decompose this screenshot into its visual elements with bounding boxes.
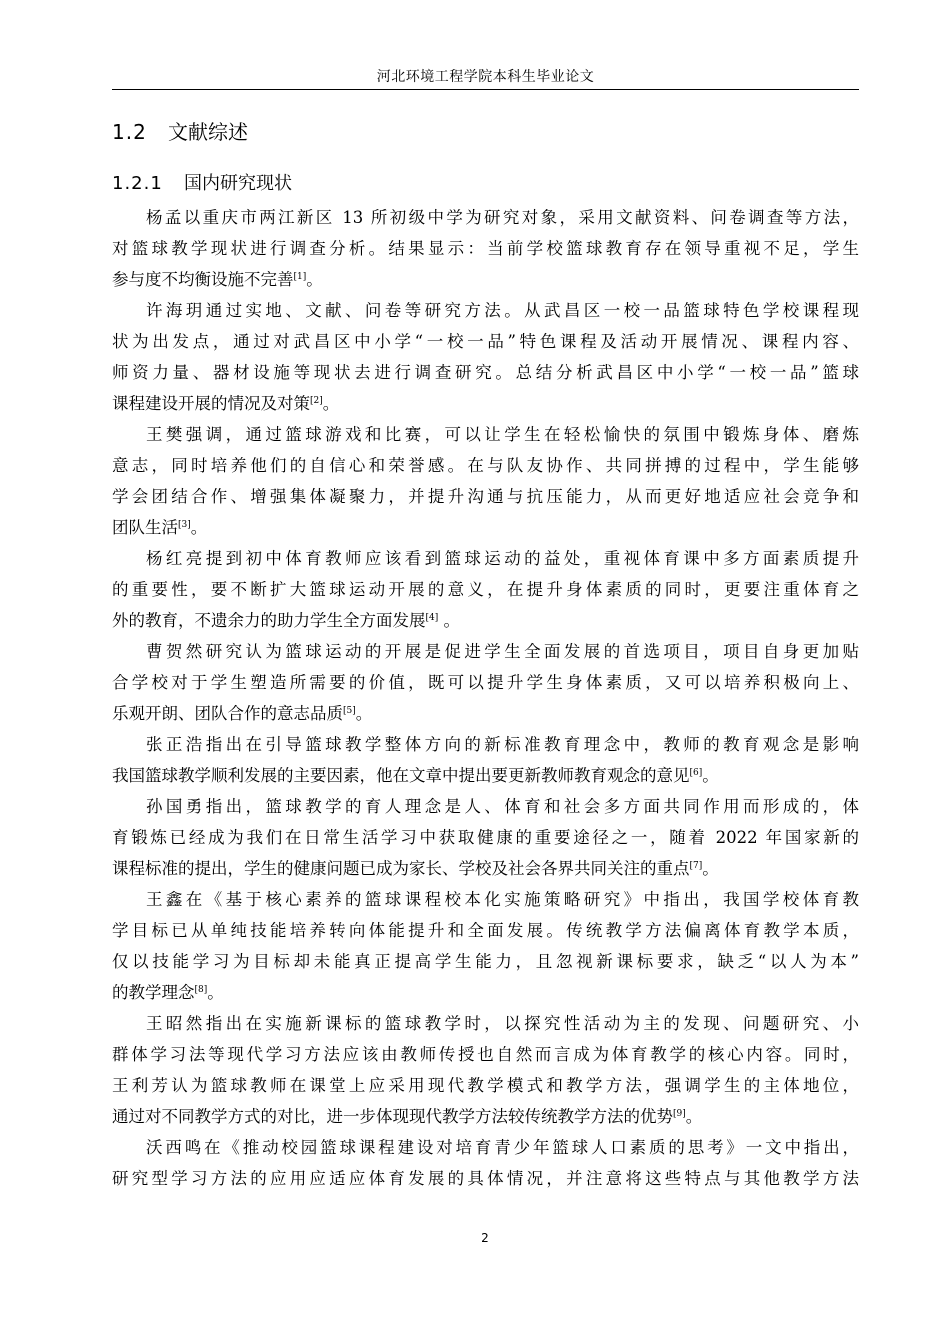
body-paragraph [112,636,859,729]
line-text: 状为出发点，通过对武昌区中小学“一校一品”特色课程及活动开展情况、课程内容、 [112,332,859,351]
line-tail: 。 [322,394,340,413]
line-text: 对篮球教学现状进行调查分析。结果显示：当前学校篮球教育存在领导重视不足，学生 [112,239,859,258]
text-line [112,326,859,357]
text-line [112,853,859,884]
text-line [112,357,859,388]
line-text: 的教学理念 [112,983,195,1002]
line-text: 王昭然指出在实施新课标的篮球教学时，以探究性活动为主的发现、问题研究、小 [146,1014,859,1033]
text-line [112,512,859,543]
citation-reference: [7] [689,861,703,871]
line-text: 的重要性，要不断扩大篮球运动开展的意义，在提升身体素质的同时，更要注重体育之 [112,580,859,599]
body-paragraph [112,295,859,419]
citation-reference: [8] [194,985,208,995]
line-tail: 。 [190,518,208,537]
line-text: 参与度不均衡设施不完善 [112,270,294,289]
text-line [112,1039,859,1070]
body-paragraph [112,419,859,543]
line-text: 我国篮球教学顺利发展的主要因素，他在文章中提出要更新教师教育观念的意见 [112,766,690,785]
citation-reference: [1] [293,272,307,282]
line-tail: 。 [702,766,719,785]
citation-reference: [9] [673,1109,686,1119]
section-title: 文献综述 [168,120,248,144]
line-tail: 。 [702,859,719,878]
text-line [112,791,859,822]
subsection-heading [112,166,859,202]
citation-reference: [3] [178,520,191,530]
document-body [112,112,859,1194]
citation-reference: [5] [343,706,356,716]
body-paragraph [112,1132,859,1194]
text-line [112,419,859,450]
line-text: 曹贺然研究认为篮球运动的开展是促进学生全面发展的首选项目，项目自身更加贴 [146,642,859,661]
line-text: 意志，同时培养他们的自信心和荣誉感。在与队友协作、共同拼搏的过程中，学生能够 [112,456,859,475]
line-text: 王樊强调，通过篮球游戏和比赛，可以让学生在轻松愉快的氛围中锻炼身体、磨炼 [146,425,859,444]
body-paragraph [112,202,859,295]
text-line [112,1008,859,1039]
line-tail: 。 [207,983,224,1002]
line-text: 王鑫在《基于核心素养的篮球课程校本化实施策略研究》中指出，我国学校体育教 [146,890,859,909]
line-tail: 。 [438,611,460,630]
text-line [112,1163,859,1194]
line-text: 研究型学习方法的应用应适应体育发展的具体情况，并注意将这些特点与其他教学方法 [112,1169,859,1188]
text-line [112,264,859,295]
line-text: 学目标已从单纯技能培养转向体能提升和全面发展。传统教学方法偏离体育教学本质， [112,921,859,940]
line-text: 课程建设开展的情况及对策 [112,394,310,413]
body-paragraph [112,791,859,884]
text-line [112,884,859,915]
line-text: 育锻炼已经成为我们在日常生活学习中获取健康的重要途径之一，随着 2022 年国家新的 [112,828,859,847]
page-number: 2 [481,1231,489,1245]
section-heading [112,112,859,152]
text-line [112,667,859,698]
line-text: 团队生活 [112,518,178,537]
line-text: 乐观开朗、团队合作的意志品质 [112,704,343,723]
text-line [112,760,859,791]
line-text: 王利芳认为篮球教师在课堂上应采用现代教学模式和教学方法，强调学生的主体地位， [112,1076,859,1095]
text-line [112,233,859,264]
line-text: 课程标准的提出，学生的健康问题已成为家长、学校及社会各界共同关注的重点 [112,859,690,878]
text-line [112,822,859,853]
line-text: 群体学习法等现代学习方法应该由教师传授也自然而言成为体育教学的核心内容。同时， [112,1045,859,1064]
text-line [112,450,859,481]
line-text: 杨红亮提到初中体育教师应该看到篮球运动的益处，重视体育课中多方面素质提升 [146,549,859,568]
line-tail: 。 [306,270,323,289]
text-line [112,605,859,636]
text-line [112,202,859,233]
text-line [112,946,859,977]
section-number: 1.2 [112,120,147,144]
citation-reference: [4] [425,613,439,623]
text-line [112,1101,859,1132]
subsection-title: 国内研究现状 [184,173,292,194]
body-paragraph [112,543,859,636]
citation-reference: [2] [310,396,323,406]
body-paragraph [112,729,859,791]
text-line [112,698,859,729]
paragraph-list [112,202,859,1194]
subsection-number: 1.2.1 [112,173,163,194]
body-paragraph [112,1008,859,1132]
text-line [112,915,859,946]
text-line [112,543,859,574]
text-line [112,481,859,512]
text-line [112,574,859,605]
line-text: 学会团结合作、增强集体凝聚力，并提升沟通与抗压能力，从而更好地适应社会竞争和 [112,487,859,506]
text-line [112,1070,859,1101]
line-text: 外的教育，不遗余力的助力学生全方面发展 [112,611,426,630]
text-line [112,295,859,326]
page-header: 河北环境工程学院本科生毕业论文 [376,69,595,85]
line-text: 合学校对于学生塑造所需要的价值，既可以提升学生身体素质，又可以培养积极向上、 [112,673,859,692]
text-line [112,977,859,1008]
line-text: 仅以技能学习为目标却未能真正提高学生能力，且忽视新课标要求，缺乏“以人为本” [112,952,859,971]
text-line [112,636,859,667]
line-text: 通过对不同教学方式的对比，进一步体现现代教学方法较传统教学方法的优势 [112,1107,673,1126]
citation-reference: [6] [689,768,703,778]
line-tail: 。 [685,1107,703,1126]
line-text: 许海玥通过实地、文献、问卷等研究方法。从武昌区一校一品篮球特色学校课程现 [146,301,859,320]
line-tail: 。 [355,704,373,723]
body-paragraph [112,884,859,1008]
line-text: 沃西鸣在《推动校园篮球课程建设对培育青少年篮球人口素质的思考》一文中指出， [146,1138,859,1157]
line-text: 张正浩指出在引导篮球教学整体方向的新标准教育理念中，教师的教育观念是影响 [146,735,859,754]
line-text: 师资力量、器材设施等现状去进行调查研究。总结分析武昌区中小学“一校一品”篮球 [112,363,859,382]
line-text: 杨孟以重庆市两江新区 13 所初级中学为研究对象，采用文献资料、问卷调查等方法， [146,208,859,227]
text-line [112,1132,859,1163]
text-line [112,388,859,419]
text-line [112,729,859,760]
line-text: 孙国勇指出，篮球教学的育人理念是人、体育和社会多方面共同作用而形成的，体 [146,797,859,816]
header-divider [112,89,859,90]
